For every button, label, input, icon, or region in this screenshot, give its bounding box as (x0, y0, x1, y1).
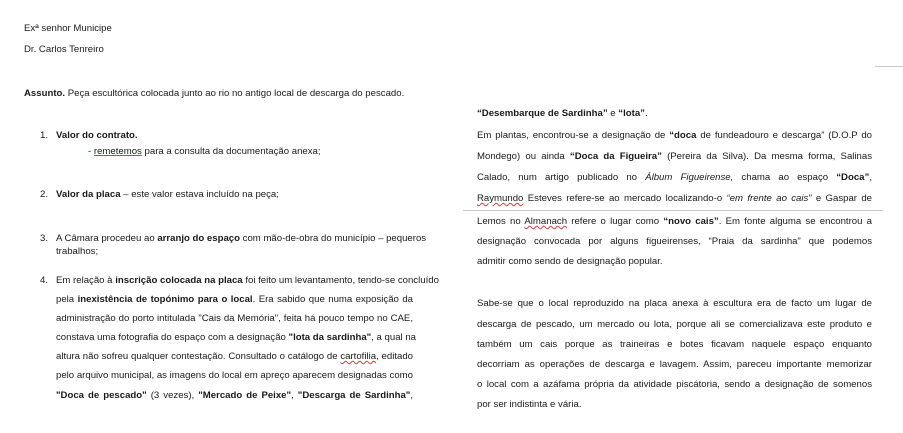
p1-line-4 (477, 193, 872, 204)
p1-l5-spellcheck: Almanach (524, 216, 568, 227)
p1-l1-post: de fundeadouro e descarga” (D.O.P do (696, 130, 872, 141)
right-top-bold-1: “Desembarque de Sardinha” (477, 108, 608, 119)
item-4-l5-pre: altura não sofreu qualquer contestação. Consultado o catálogo de (56, 351, 341, 362)
subject-label: Assunto. (24, 88, 66, 99)
item-4-line-6: pelo arquivo municipal, as imagens do local em apreço aparecem designadas como (56, 370, 413, 381)
item-4-l2-post: . Era sabido que numa exposição da (252, 294, 413, 305)
p1-l3-italic: Álbum Figueirense, (645, 172, 734, 183)
item-4-line-2 (56, 294, 413, 305)
p1-l2-pre: Mondego) ou ainda (477, 151, 570, 162)
item-4-line-3: administração do porto intitulada "Cais da Memória", feita há pouco tempo no CAE, (56, 313, 413, 324)
item-3-post: com mão-de-obra do município – pequeros (239, 233, 427, 244)
p1-l4-italic: “em frente ao cais” (726, 193, 812, 204)
right-page (455, 0, 903, 433)
item-4-line-1 (56, 275, 439, 286)
p1-l2-bold: “Doca da Figueira” (569, 151, 662, 162)
subject-line (24, 88, 404, 99)
item-4-l7-bold-3: "Descarga de Sardinha" (297, 390, 411, 401)
item-4-l7-mid: (3 vezes), (146, 390, 199, 401)
item-2-title: Valor da placa (56, 189, 121, 200)
item-4-l4-pre: constava uma fotografia do espaço com a designação (56, 332, 289, 343)
item-4-l1-pre: Em relação à (56, 275, 116, 286)
p1-line-5 (477, 216, 872, 227)
item-1-title (56, 130, 138, 141)
item-4-l7-bold-1: "Doca de pescado" (56, 390, 147, 401)
item-4-l4-post: , a qual na (371, 332, 417, 343)
item-4-l7-sep: , (291, 390, 298, 401)
p1-l5-post: . Em fonte alguma se encontrou a (718, 216, 872, 227)
addressee-name: Dr. Carlos Tenreiro (24, 44, 104, 55)
right-top-mid: e (607, 108, 619, 119)
p1-l3-mid: chama ao espaço (733, 172, 837, 183)
item-2-text (56, 189, 279, 200)
right-top-line (477, 108, 648, 119)
p2-line-5: o local com a azáfama própria da atividade piscátoria, sendo a designação de somenos (477, 379, 872, 390)
p1-l3-pre: Calado, num artigo publicado no (477, 172, 646, 183)
p1-line-7: admitir como sendo de designação popular. (477, 256, 663, 267)
item-3-number: 3. (40, 233, 49, 244)
item-1-title-text: Valor do contrato. (56, 130, 138, 141)
item-4-number: 4. (40, 275, 49, 286)
p2-line-1: Sabe-se que o local reproduzido na placa anexa à escultura era de facto um lugar de (477, 298, 872, 309)
addressee: Exª senhor Municipe (24, 23, 112, 34)
item-4-l2-bold-1: inexistência de topónimo (77, 294, 195, 305)
right-top-post: . (644, 108, 648, 119)
item-1-number: 1. (40, 130, 49, 141)
p2-line-6: por ser indistinta e vária. (477, 399, 582, 410)
p1-l1-pre: Em plantas, encontrou-se a designação de (477, 130, 670, 141)
p1-l3-post: , (869, 172, 872, 183)
item-3-bold: arranjo do espaço (157, 233, 240, 244)
p1-l1-bold: “doca (669, 130, 697, 141)
p1-l5-bold: “novo cais” (663, 216, 719, 227)
item-3-line-1 (56, 233, 426, 244)
p1-l4-spellcheck: Raymundo (477, 193, 524, 204)
p2-line-2: descarga de pescado, um mercado ou lota, porque ali se comercializava este produto e (477, 319, 872, 330)
item-4-l2-pre: pela (56, 294, 78, 305)
p1-line-3 (477, 172, 872, 183)
right-top-bold-2: “lota” (618, 108, 645, 119)
item-2-number: 2. (40, 189, 49, 200)
page-edge-line (875, 66, 903, 67)
item-2-rest: – este valor estava incluído na peça; (120, 189, 279, 200)
item-4-line-7 (56, 390, 413, 401)
item-4-l4-bold: "lota da sardinha" (288, 332, 372, 343)
p1-l4-pre: Esteves refere-se ao mercado localizando-o (523, 193, 727, 204)
p2-line-3: também um cais porque as traineiras e botes ficavam naquele espaço enquanto (477, 339, 872, 350)
p2-line-4: decorriam as operações de descarga e lavagem. Assim, pareceu importante memorizar (477, 359, 872, 370)
p1-l3-bold: “Doca” (836, 172, 870, 183)
item-4-line-4 (56, 332, 417, 343)
p1-line-6: designação convocada por alguns figueirenses, “Praia da sardinha” que podemos (477, 236, 872, 247)
p1-line-2 (477, 151, 872, 162)
p1-l2-post: (Pereira da Silva). Da mesma forma, Salinas (661, 151, 873, 162)
item-4-line-5 (56, 351, 413, 362)
p1-line-1 (477, 130, 872, 141)
item-4-l1-post: foi feito um levantamento, tendo-se concluído (242, 275, 439, 286)
item-4-l5-spellcheck: cartofilia (340, 351, 377, 362)
item-3-line-2: trabalhos; (56, 246, 99, 257)
item-4-l7-post: , (410, 390, 414, 401)
item-1-dash: - (88, 146, 94, 157)
item-4-l5-post: , editado (376, 351, 413, 362)
item-1-detail (88, 146, 321, 157)
item-4-l7-bold-2: "Mercado de Peixe" (198, 390, 292, 401)
item-4-l1-bold: inscrição colocada na placa (115, 275, 243, 286)
item-1-detail-text: para a consulta da documentação anexa; (141, 146, 321, 157)
item-3-pre: A Câmara procedeu ao (56, 233, 158, 244)
p1-l4-post: e Gaspar de (811, 193, 873, 204)
p1-l5-pre: Lemos no (477, 216, 525, 227)
subject-text: Peça escultórica colocada junto ao rio no antigo local de descarga do pescado. (65, 88, 405, 99)
p1-l5-mid: refere o lugar como (567, 216, 664, 227)
page-break-line (463, 210, 883, 211)
item-1-link: remetemos (93, 146, 142, 157)
item-4-l2-bold-2: para o local (197, 294, 253, 305)
